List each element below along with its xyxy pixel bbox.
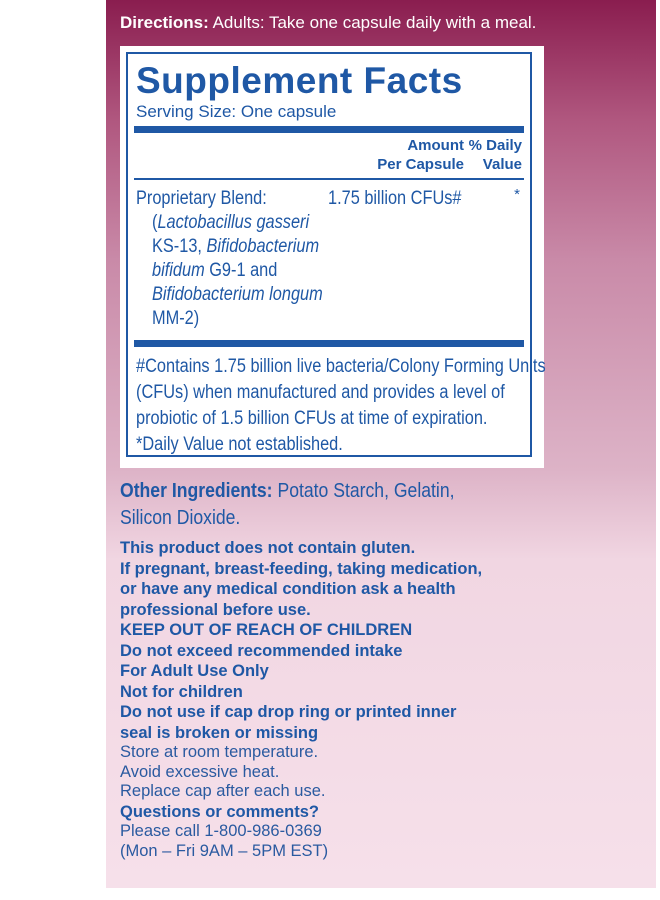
warning-line: or have any medical condition ask a health	[120, 580, 456, 598]
warning-line: Not for children	[120, 682, 243, 701]
warning-line: For Adult Use Only	[120, 662, 269, 680]
directions-label: Directions:	[120, 13, 209, 32]
blend-name: Proprietary Blend:	[136, 188, 267, 209]
other-ingredients-label: Other Ingredients:	[120, 480, 273, 502]
warning-line: Store at room temperature.	[120, 743, 319, 761]
product-label	[106, 0, 656, 888]
amount-header-line-1: Amount	[407, 137, 464, 154]
amount-header-line-2: Per Capsule	[377, 156, 464, 173]
blend-strains	[152, 211, 322, 331]
facts-footnote	[136, 354, 546, 458]
blend-daily-value: *	[514, 186, 520, 203]
supplement-facts-box	[126, 52, 546, 457]
footnote-line: probiotic of 1.5 billion CFUs at time of expiration.	[136, 408, 488, 429]
strain-line: Bifidobacterium longum	[152, 284, 323, 305]
warning-line: Avoid excessive heat.	[120, 762, 280, 781]
strain-line: (Lactobacillus gasseri	[152, 212, 310, 233]
amount-column-header	[354, 136, 464, 174]
facts-divider-top	[134, 126, 524, 133]
directions	[120, 12, 650, 34]
warning-line: Do not exceed recommended intake	[120, 641, 403, 660]
other-ingredients-text-2: Silicon Dioxide.	[120, 507, 241, 529]
warning-line: KEEP OUT OF REACH OF CHILDREN	[120, 621, 413, 639]
blend-amount: 1.75 billion CFUs#	[328, 188, 462, 209]
other-ingredients-text-1: Potato Starch, Gelatin,	[277, 480, 455, 502]
footnote-line: *Daily Value not established.	[136, 434, 343, 455]
other-ingredients-line-1	[120, 478, 578, 505]
footnote-line: #Contains 1.75 billion live bacteria/Colony Forming Units	[136, 356, 546, 377]
facts-title: Supplement Facts	[136, 60, 463, 101]
warning-line: professional before use.	[120, 600, 311, 619]
warning-line: Replace cap after each use.	[120, 782, 326, 800]
warning-line: (Mon – Fri 9AM – 5PM EST)	[120, 841, 329, 860]
dv-header-line-2: Value	[482, 156, 522, 173]
warning-line: This product does not contain gluten.	[120, 539, 416, 557]
facts-divider-bottom	[134, 340, 524, 347]
directions-text: Adults: Take one capsule daily with a meal.	[212, 13, 537, 32]
serving-size: Serving Size: One capsule	[136, 102, 337, 121]
dv-header-line-1: % Daily	[468, 137, 522, 154]
warning-line: seal is broken or missing	[120, 723, 319, 742]
other-ingredients	[120, 478, 640, 532]
strain-line: bifidum G9-1 and	[152, 260, 278, 281]
footnote-line: (CFUs) when manufactured and provides a level of	[136, 382, 505, 403]
warnings-list	[120, 538, 650, 861]
warning-line: Questions or comments?	[120, 802, 319, 821]
strain-line: MM-2)	[152, 308, 200, 329]
strain-line: KS-13, Bifidobacterium	[152, 236, 320, 257]
dv-column-header	[464, 136, 522, 174]
warning-line: Do not use if cap drop ring or printed inner	[120, 703, 457, 721]
facts-divider-mid	[134, 178, 524, 180]
warning-line: Please call 1-800-986-0369	[120, 822, 322, 840]
warning-line: If pregnant, breast-feeding, taking medication,	[120, 559, 483, 578]
supplement-facts-panel	[120, 46, 544, 468]
